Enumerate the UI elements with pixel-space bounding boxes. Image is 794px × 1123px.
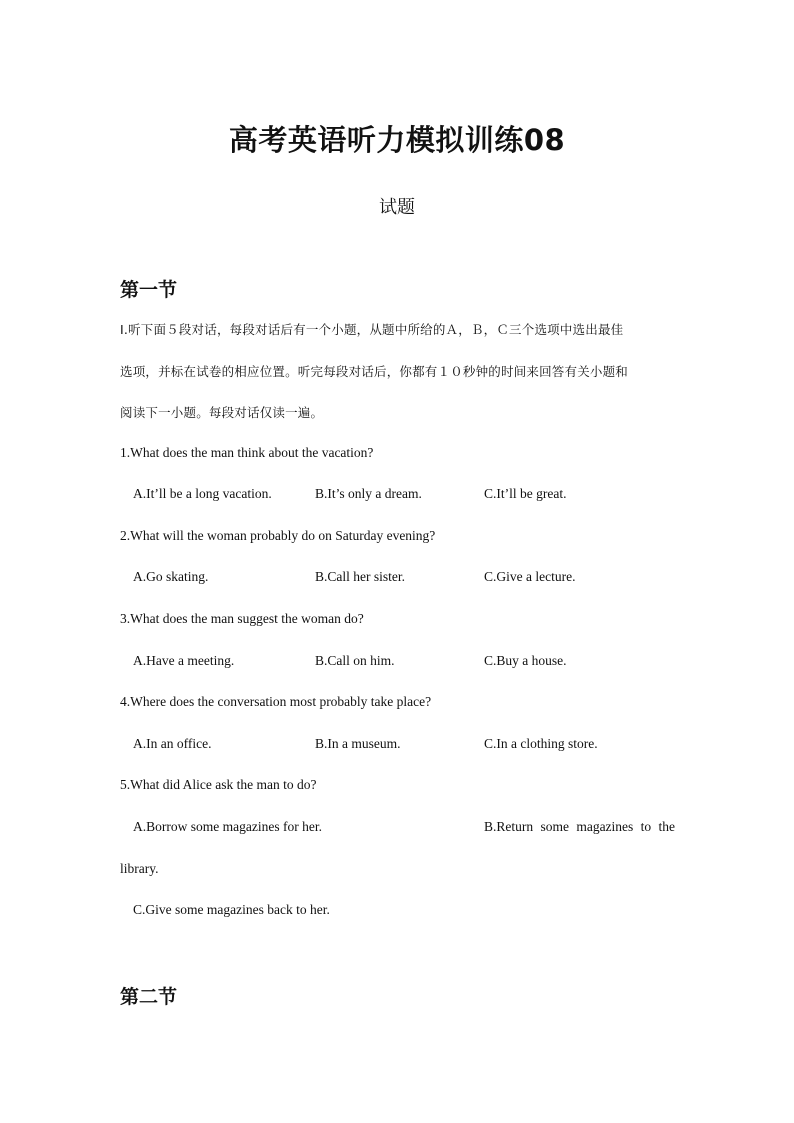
question-5-option-b: B.Return some magazines to the bbox=[484, 819, 675, 834]
question-1-option-b: B.It’s only a dream. bbox=[315, 486, 422, 501]
question-5-option-a: A.Borrow some magazines for her. bbox=[133, 819, 322, 834]
question-3-option-a: A.Have a meeting. bbox=[133, 653, 235, 668]
question-3-option-b: B.Call on him. bbox=[315, 653, 395, 668]
question-4: 4.Where does the conversation most probably take place? bbox=[120, 694, 432, 709]
question-5-option-c: C.Give some magazines back to her. bbox=[133, 902, 330, 917]
page-title: 高考英语听力模拟训练08 bbox=[228, 123, 566, 157]
instruction-line: 选项，并标在试卷的相应位置。听完每段对话后，你都有１０秒钟的时间来回答有关小题和 bbox=[120, 364, 629, 379]
instruction-line: Ⅰ.听下面５段对话，每段对话后有一个小题，从题中所给的Ａ，Ｂ，Ｃ三个选项中选出最佳 bbox=[120, 322, 624, 337]
question-3: 3.What does the man suggest the woman do? bbox=[120, 611, 364, 626]
question-3-option-c: C.Buy a house. bbox=[484, 653, 567, 668]
question-5-option-b-continued: library. bbox=[120, 861, 159, 876]
page-subtitle: 试题 bbox=[379, 197, 415, 218]
question-4-option-a: A.In an office. bbox=[133, 736, 212, 751]
question-2-option-a: A.Go skating. bbox=[133, 569, 209, 584]
section-heading-1: 第一节 bbox=[120, 279, 178, 301]
question-1-option-a: A.It’ll be a long vacation. bbox=[133, 486, 272, 501]
question-5: 5.What did Alice ask the man to do? bbox=[120, 777, 317, 792]
question-1-option-c: C.It’ll be great. bbox=[484, 486, 567, 501]
question-2-option-c: C.Give a lecture. bbox=[484, 569, 576, 584]
instruction-line: 阅读下一小题。每段对话仅读一遍。 bbox=[120, 405, 324, 420]
question-4-option-b: B.In a museum. bbox=[315, 736, 401, 751]
question-2-option-b: B.Call her sister. bbox=[315, 569, 405, 584]
section-heading-2: 第二节 bbox=[120, 986, 178, 1008]
question-1: 1.What does the man think about the vacation? bbox=[120, 445, 374, 460]
question-4-option-c: C.In a clothing store. bbox=[484, 736, 598, 751]
question-2: 2.What will the woman probably do on Saturday evening? bbox=[120, 528, 436, 543]
